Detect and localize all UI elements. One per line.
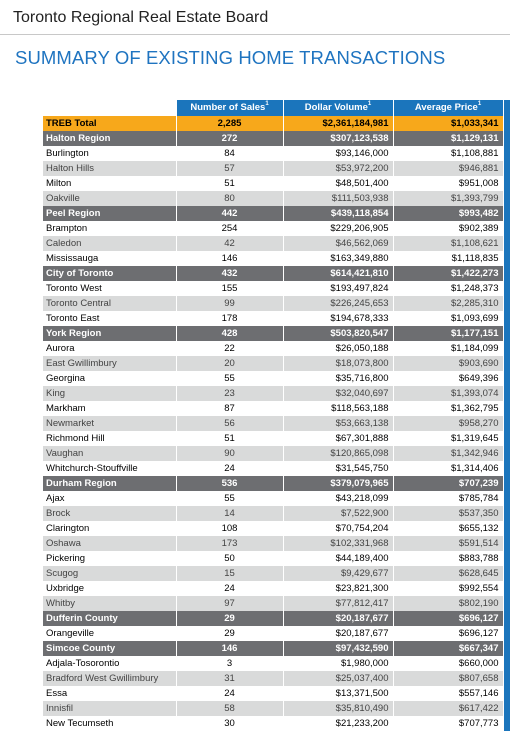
row-name: Brock	[43, 506, 176, 521]
dollar-volume: $226,245,653	[283, 296, 393, 311]
region-row	[43, 476, 510, 491]
average-price: $1,248,373	[393, 281, 503, 296]
row-name: Burlington	[43, 146, 176, 161]
dollar-volume: $77,812,417	[283, 596, 393, 611]
average-price: $883,788	[393, 551, 503, 566]
region-row	[43, 326, 510, 341]
number-of-sales: 536	[176, 476, 283, 491]
average-price: $993,482	[393, 206, 503, 221]
number-of-sales: 15	[176, 566, 283, 581]
row-name: York Region	[43, 326, 176, 341]
dollar-volume: $44,189,400	[283, 551, 393, 566]
header-blank	[43, 100, 176, 116]
dollar-volume: $26,050,188	[283, 341, 393, 356]
table-row	[43, 146, 510, 161]
number-of-sales: 55	[176, 371, 283, 386]
row-name: Whitchurch-Stouffville	[43, 461, 176, 476]
row-name: Clarington	[43, 521, 176, 536]
row-edge	[503, 296, 510, 311]
table-row	[43, 296, 510, 311]
dollar-volume: $20,187,677	[283, 611, 393, 626]
table-row	[43, 596, 510, 611]
dollar-volume: $53,972,200	[283, 161, 393, 176]
number-of-sales: 2,285	[176, 116, 283, 131]
dollar-volume: $120,865,098	[283, 446, 393, 461]
average-price: $1,319,645	[393, 431, 503, 446]
row-name: Adjala-Tosorontio	[43, 656, 176, 671]
table-row	[43, 566, 510, 581]
dollar-volume: $111,503,938	[283, 191, 393, 206]
table-row	[43, 686, 510, 701]
row-edge	[503, 491, 510, 506]
average-price: $1,108,621	[393, 236, 503, 251]
dollar-volume: $67,301,888	[283, 431, 393, 446]
row-name: Newmarket	[43, 416, 176, 431]
number-of-sales: 146	[176, 641, 283, 656]
row-name: Toronto West	[43, 281, 176, 296]
row-edge	[503, 551, 510, 566]
average-price: $557,146	[393, 686, 503, 701]
table-row	[43, 161, 510, 176]
number-of-sales: 56	[176, 416, 283, 431]
number-of-sales: 90	[176, 446, 283, 461]
average-price: $1,393,799	[393, 191, 503, 206]
row-name: Durham Region	[43, 476, 176, 491]
dollar-volume: $18,073,800	[283, 356, 393, 371]
number-of-sales: 84	[176, 146, 283, 161]
number-of-sales: 80	[176, 191, 283, 206]
number-of-sales: 87	[176, 401, 283, 416]
dollar-volume: $13,371,500	[283, 686, 393, 701]
average-price: $628,645	[393, 566, 503, 581]
row-edge	[503, 386, 510, 401]
row-edge	[503, 401, 510, 416]
table-row	[43, 626, 510, 641]
row-name: Halton Region	[43, 131, 176, 146]
table-row	[43, 671, 510, 686]
dollar-volume: $46,562,069	[283, 236, 393, 251]
table-row	[43, 581, 510, 596]
organization-name: Toronto Regional Real Estate Board	[13, 9, 269, 26]
row-name: Richmond Hill	[43, 431, 176, 446]
average-price: $992,554	[393, 581, 503, 596]
dollar-volume: $9,429,677	[283, 566, 393, 581]
row-edge	[503, 461, 510, 476]
table-row	[43, 551, 510, 566]
row-edge	[503, 311, 510, 326]
row-name: Toronto East	[43, 311, 176, 326]
average-price: $655,132	[393, 521, 503, 536]
number-of-sales: 178	[176, 311, 283, 326]
average-price: $1,184,099	[393, 341, 503, 356]
average-price: $696,127	[393, 611, 503, 626]
number-of-sales: 57	[176, 161, 283, 176]
row-edge	[503, 716, 510, 731]
table-row	[43, 311, 510, 326]
average-price: $591,514	[393, 536, 503, 551]
row-edge	[503, 596, 510, 611]
table-row	[43, 716, 510, 731]
row-edge	[503, 701, 510, 716]
row-name: Simcoe County	[43, 641, 176, 656]
row-name: Georgina	[43, 371, 176, 386]
number-of-sales: 29	[176, 626, 283, 641]
row-edge	[503, 191, 510, 206]
average-price: $617,422	[393, 701, 503, 716]
row-edge	[503, 356, 510, 371]
average-price: $1,342,946	[393, 446, 503, 461]
number-of-sales: 22	[176, 341, 283, 356]
table-row	[43, 656, 510, 671]
row-name: Vaughan	[43, 446, 176, 461]
table-row	[43, 191, 510, 206]
number-of-sales: 51	[176, 431, 283, 446]
average-price: $1,362,795	[393, 401, 503, 416]
row-name: Bradford West Gwillimbury	[43, 671, 176, 686]
header-number-of-sales: Number of Sales$^1$	[176, 100, 283, 116]
dollar-volume: $93,146,000	[283, 146, 393, 161]
average-price: $707,773	[393, 716, 503, 731]
region-row	[43, 611, 510, 626]
average-price: $707,239	[393, 476, 503, 491]
average-price: $1,108,881	[393, 146, 503, 161]
row-edge	[503, 116, 510, 131]
number-of-sales: 20	[176, 356, 283, 371]
table-row	[43, 446, 510, 461]
row-name: Oakville	[43, 191, 176, 206]
table-row	[43, 386, 510, 401]
row-name: Orangeville	[43, 626, 176, 641]
table-row	[43, 356, 510, 371]
dollar-volume: $2,361,184,981	[283, 116, 393, 131]
average-price: $1,393,074	[393, 386, 503, 401]
dollar-volume: $194,678,333	[283, 311, 393, 326]
dollar-volume: $1,980,000	[283, 656, 393, 671]
dollar-volume: $229,206,905	[283, 221, 393, 236]
row-edge	[503, 506, 510, 521]
average-price: $537,350	[393, 506, 503, 521]
number-of-sales: 55	[176, 491, 283, 506]
table-row	[43, 431, 510, 446]
average-price: $649,396	[393, 371, 503, 386]
row-name: Milton	[43, 176, 176, 191]
dollar-volume: $163,349,880	[283, 251, 393, 266]
average-price: $1,177,151	[393, 326, 503, 341]
dollar-volume: $307,123,538	[283, 131, 393, 146]
row-name: TREB Total	[43, 116, 176, 131]
number-of-sales: 51	[176, 176, 283, 191]
number-of-sales: 254	[176, 221, 283, 236]
dollar-volume: $23,821,300	[283, 581, 393, 596]
row-name: Caledon	[43, 236, 176, 251]
number-of-sales: 108	[176, 521, 283, 536]
number-of-sales: 432	[176, 266, 283, 281]
row-edge	[503, 581, 510, 596]
row-edge	[503, 416, 510, 431]
table-body	[43, 116, 510, 731]
dollar-volume: $53,663,138	[283, 416, 393, 431]
header-dollar-volume: Dollar Volume$^1$	[283, 100, 393, 116]
row-edge	[503, 536, 510, 551]
number-of-sales: 42	[176, 236, 283, 251]
average-price: $660,000	[393, 656, 503, 671]
table-header-row	[43, 100, 510, 116]
average-price: $946,881	[393, 161, 503, 176]
dollar-volume: $31,545,750	[283, 461, 393, 476]
table-row	[43, 281, 510, 296]
number-of-sales: 24	[176, 461, 283, 476]
average-price: $1,129,131	[393, 131, 503, 146]
number-of-sales: 30	[176, 716, 283, 731]
page-title: SUMMARY OF EXISTING HOME TRANSACTIONS	[15, 47, 446, 68]
row-name: City of Toronto	[43, 266, 176, 281]
row-edge	[503, 671, 510, 686]
number-of-sales: 155	[176, 281, 283, 296]
row-edge	[503, 236, 510, 251]
dollar-volume: $35,810,490	[283, 701, 393, 716]
number-of-sales: 23	[176, 386, 283, 401]
average-price: $902,389	[393, 221, 503, 236]
dollar-volume: $21,233,200	[283, 716, 393, 731]
region-row	[43, 641, 510, 656]
dollar-volume: $118,563,188	[283, 401, 393, 416]
row-name: Toronto Central	[43, 296, 176, 311]
table-row	[43, 461, 510, 476]
row-name: Halton Hills	[43, 161, 176, 176]
dollar-volume: $43,218,099	[283, 491, 393, 506]
dollar-volume: $35,716,800	[283, 371, 393, 386]
row-name: Oshawa	[43, 536, 176, 551]
row-name: Innisfil	[43, 701, 176, 716]
row-edge	[503, 446, 510, 461]
number-of-sales: 31	[176, 671, 283, 686]
average-price: $1,033,341	[393, 116, 503, 131]
row-edge	[503, 431, 510, 446]
number-of-sales: 146	[176, 251, 283, 266]
header-average-price: Average Price$^1$	[393, 100, 503, 116]
number-of-sales: 50	[176, 551, 283, 566]
average-price: $2,285,310	[393, 296, 503, 311]
row-edge	[503, 641, 510, 656]
row-edge	[503, 476, 510, 491]
row-name: Essa	[43, 686, 176, 701]
average-price: $667,347	[393, 641, 503, 656]
row-name: King	[43, 386, 176, 401]
row-edge	[503, 161, 510, 176]
region-row	[43, 131, 510, 146]
row-edge	[503, 521, 510, 536]
dollar-volume: $48,501,400	[283, 176, 393, 191]
row-edge	[503, 251, 510, 266]
average-price: $1,422,273	[393, 266, 503, 281]
row-edge	[503, 611, 510, 626]
average-price: $807,658	[393, 671, 503, 686]
dollar-volume: $7,522,900	[283, 506, 393, 521]
row-edge	[503, 326, 510, 341]
row-edge	[503, 146, 510, 161]
table-row	[43, 491, 510, 506]
dollar-volume: $20,187,677	[283, 626, 393, 641]
average-price: $958,270	[393, 416, 503, 431]
average-price: $1,118,835	[393, 251, 503, 266]
total-row	[43, 116, 510, 131]
number-of-sales: 272	[176, 131, 283, 146]
number-of-sales: 428	[176, 326, 283, 341]
table-row	[43, 416, 510, 431]
transactions-table	[43, 100, 510, 731]
row-name: East Gwillimbury	[43, 356, 176, 371]
table-row	[43, 521, 510, 536]
table-row	[43, 536, 510, 551]
row-name: Markham	[43, 401, 176, 416]
table-row	[43, 221, 510, 236]
header-stub	[503, 100, 510, 116]
row-edge	[503, 371, 510, 386]
dollar-volume: $379,079,965	[283, 476, 393, 491]
row-name: Scugog	[43, 566, 176, 581]
row-name: Brampton	[43, 221, 176, 236]
row-name: Mississauga	[43, 251, 176, 266]
row-edge	[503, 176, 510, 191]
row-name: New Tecumseth	[43, 716, 176, 731]
row-edge	[503, 656, 510, 671]
row-edge	[503, 686, 510, 701]
row-edge	[503, 341, 510, 356]
dollar-volume: $503,820,547	[283, 326, 393, 341]
table-row	[43, 506, 510, 521]
number-of-sales: 24	[176, 686, 283, 701]
number-of-sales: 14	[176, 506, 283, 521]
dollar-volume: $97,432,590	[283, 641, 393, 656]
header-divider	[0, 34, 510, 35]
row-edge	[503, 266, 510, 281]
table-row	[43, 401, 510, 416]
table-row	[43, 236, 510, 251]
dollar-volume: $439,118,854	[283, 206, 393, 221]
average-price: $696,127	[393, 626, 503, 641]
row-name: Uxbridge	[43, 581, 176, 596]
row-edge	[503, 131, 510, 146]
number-of-sales: 173	[176, 536, 283, 551]
row-name: Whitby	[43, 596, 176, 611]
row-edge	[503, 566, 510, 581]
dollar-volume: $32,040,697	[283, 386, 393, 401]
row-name: Peel Region	[43, 206, 176, 221]
dollar-volume: $193,497,824	[283, 281, 393, 296]
table-row	[43, 341, 510, 356]
row-name: Ajax	[43, 491, 176, 506]
table-row	[43, 251, 510, 266]
number-of-sales: 442	[176, 206, 283, 221]
number-of-sales: 99	[176, 296, 283, 311]
table-row	[43, 371, 510, 386]
number-of-sales: 97	[176, 596, 283, 611]
average-price: $802,190	[393, 596, 503, 611]
row-name: Aurora	[43, 341, 176, 356]
average-price: $1,314,406	[393, 461, 503, 476]
average-price: $1,093,699	[393, 311, 503, 326]
number-of-sales: 58	[176, 701, 283, 716]
row-edge	[503, 221, 510, 236]
region-row	[43, 266, 510, 281]
table-row	[43, 701, 510, 716]
row-name: Dufferin County	[43, 611, 176, 626]
number-of-sales: 24	[176, 581, 283, 596]
dollar-volume: $70,754,204	[283, 521, 393, 536]
table-row	[43, 176, 510, 191]
dollar-volume: $614,421,810	[283, 266, 393, 281]
average-price: $903,690	[393, 356, 503, 371]
row-edge	[503, 626, 510, 641]
row-edge	[503, 206, 510, 221]
average-price: $951,008	[393, 176, 503, 191]
number-of-sales: 3	[176, 656, 283, 671]
row-name: Pickering	[43, 551, 176, 566]
dollar-volume: $102,331,968	[283, 536, 393, 551]
average-price: $785,784	[393, 491, 503, 506]
number-of-sales: 29	[176, 611, 283, 626]
region-row	[43, 206, 510, 221]
row-edge	[503, 281, 510, 296]
dollar-volume: $25,037,400	[283, 671, 393, 686]
